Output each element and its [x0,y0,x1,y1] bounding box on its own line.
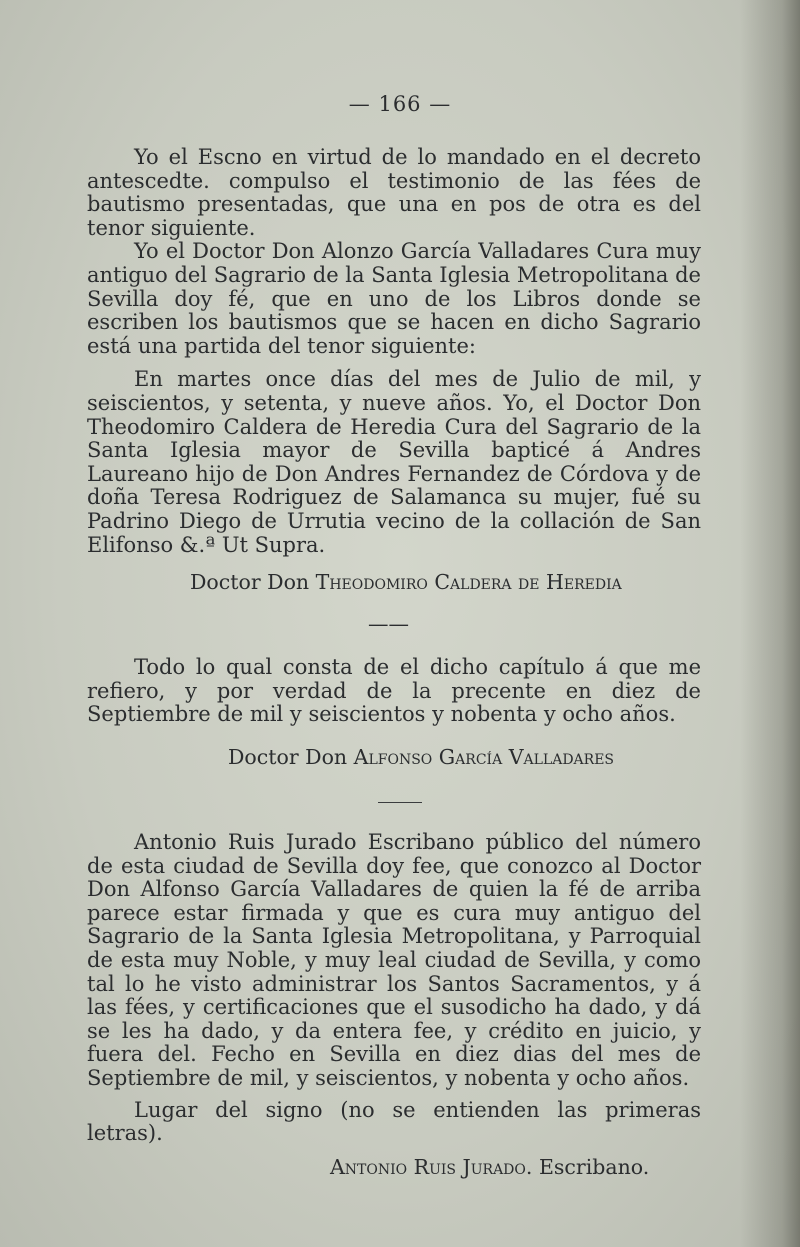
signature-prefix: Doctor Don [190,570,310,594]
paragraph-attestation: Todo lo qual consta de el dicho capítulo á que me refiero, y por verdad de la precente en diez de Septiembre de mil y seiscientos y nobenta y ocho años. [87,655,701,727]
text-block-2 [87,656,701,727]
signature-prefix: Doctor Don [228,745,348,769]
section-divider: —— [368,612,409,636]
paragraph-sign-place: Lugar del signo (no se entienden las primeras letras). [87,1097,701,1146]
signature-name: Theodomiro Caldera de Heredia [315,570,622,594]
text-block-1 [87,146,701,557]
signature-name: Alfonso García Valladares [353,745,615,769]
text-block-3 [87,831,701,1146]
paragraph-baptism-record: En martes once días del mes de Julio de mil, y seiscientos, y setenta, y nueve años. Yo, el Doctor Don Theodomiro Caldera de Heredia Cura del Sagrario de la Santa Iglesia mayor de Sevilla bapticé á Andres Laureano hijo de Don Andres Fernandez de Córdova y de doña Teresa Rodriguez de Salamanca su mujer, fué su Padrino Diego de Urrutia vecino de la collación de San Elifonso &.ª Ut Supra. [87,367,701,557]
signature-title: Escribano. [538,1155,650,1179]
paragraph-certification: Yo el Doctor Don Alonzo García Valladares Cura muy antiguo del Sagrario de la Santa Iglesia Metropolitana de Sevilla doy fé, que en uno de los Libros donde se escriben los bautismos que se hacen en dicho Sagrario está una partida del tenor siguiente: [87,239,701,358]
page-edge-shadow [740,0,800,1247]
signature-theodomiro [190,570,622,594]
page-number: — 166 — [348,92,452,116]
paragraph-decree: Yo el Escno en virtud de lo mandado en el decreto antescedte. compulso el testimonio de las fées de bautismo presentadas, que una en pos de otra es del tenor siguiente. [87,145,701,240]
paragraph-notary: Antonio Ruis Jurado Escribano público del número de esta ciudad de Sevilla doy fee, que conozco al Doctor Don Alfonso García Valladares de quien la fé de arriba parece estar firmada y que es cura muy antiguo del Sagrario de la Santa Iglesia Metropolitana, y Parroquial de esta muy Noble, y muy leal ciudad de Sevilla, y como tal lo he visto administrar los Santos Sacramentos, y á las fées, y certificaciones que el susodicho ha dado, y dá se les ha dado, y da entera fee, y crédito en juicio, y fuera del. Fecho en Sevilla en diez dias del mes de Septiembre de mil, y seiscientos, y nobenta y ocho años. [87,830,701,1090]
signature-alfonso [228,745,614,769]
divider-line [378,802,422,803]
signature-name: Antonio Ruis Jurado. [330,1155,533,1179]
signature-notary [330,1155,649,1179]
